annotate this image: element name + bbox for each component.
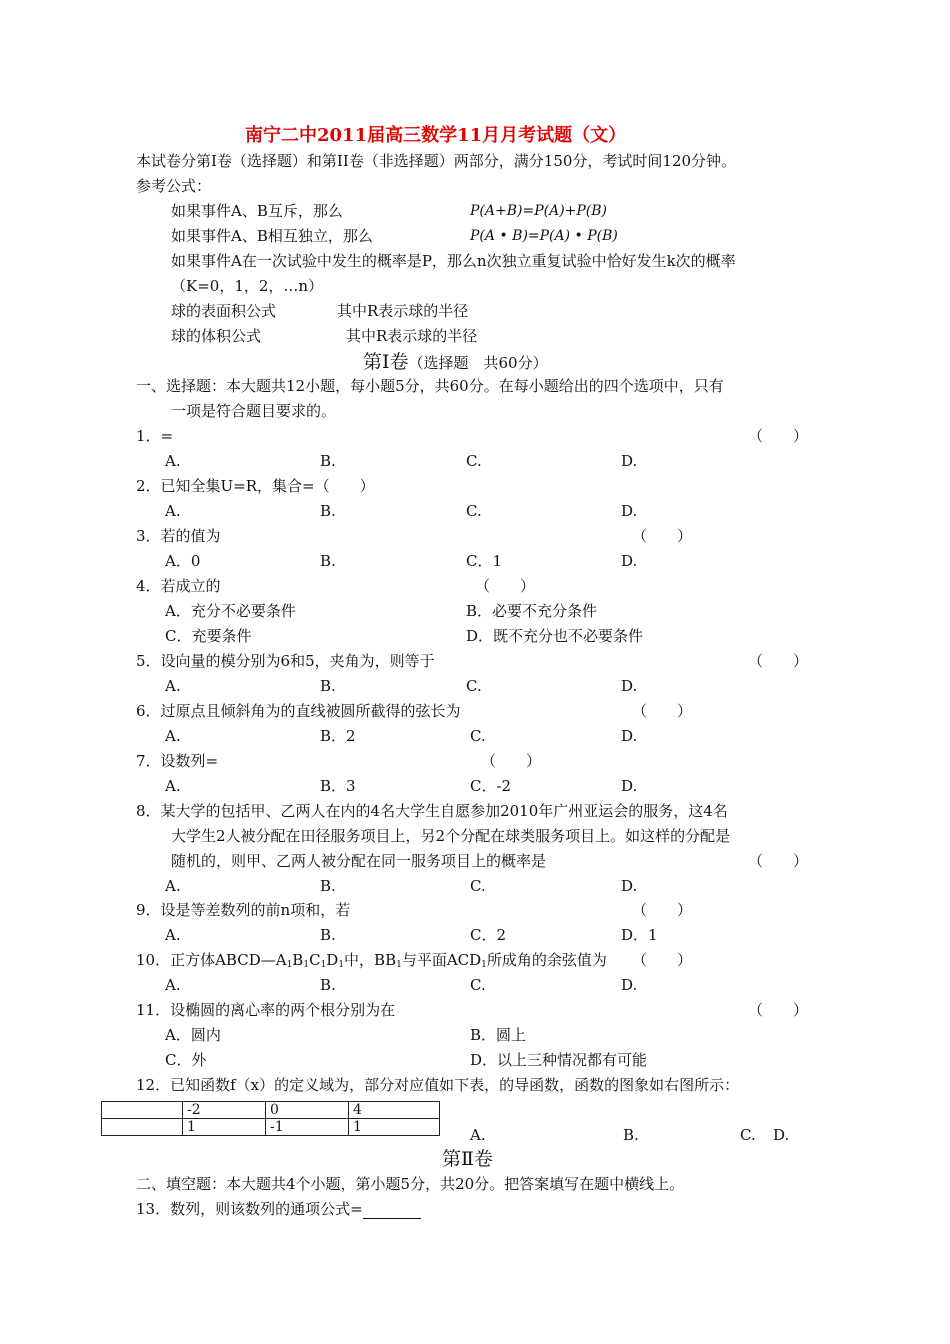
q8-stem-line1: 8．某大学的包括甲、乙两人在内的4名大学生自愿参加2010年广州亚运会的服务，这4名 [136,802,728,820]
q11-answer-paren: （ ） [748,1001,809,1019]
q12-value-table [101,1101,440,1136]
q1-option-d: D. [621,452,638,470]
q8-stem-line2: 大学生2人被分配在田径服务项目上，另2个分配在球类服务项目上。如这样的分配是 [171,827,731,845]
formula-binomial: 如果事件A在一次试验中发生的概率是P，那么n次独立重复试验中恰好发生k次的概率 [171,252,736,270]
q10-option-a: A. [165,976,181,994]
q7-option-c: C．-2 [470,777,512,795]
q7-stem: 7．设数列= [136,752,219,770]
formula-mutually-exclusive-expr: P(A+B)=P(A)+P(B) [470,203,608,219]
q5-stem: 5．设向量的模分别为6和5，夹角为，则等于 [136,652,435,670]
q4-option-a: A．充分不必要条件 [165,602,296,620]
q4-option-c: C．充要条件 [165,627,252,645]
formula-sphere-surface-note: 其中R表示球的半径 [337,302,469,320]
q10-option-c: C. [470,976,486,994]
q3-option-b: B. [320,552,336,570]
q10-answer-paren: （ ） [632,951,693,969]
q3-option-a: A．0 [165,552,201,570]
q11-option-d: D．以上三种情况都有可能 [470,1051,648,1069]
q8-option-b: B. [320,877,336,895]
q12-option-b: B. [623,1126,639,1144]
q10-stem: 10．正方体$ABCD—A_1B_1C_1D_1$中，$BB_1$与平面$ACD_1$所成角的余弦值为 [136,951,607,970]
q8-option-c: C. [470,877,486,895]
table-cell: -2 [183,1102,266,1119]
page-title: 南宁二中2011届高三数学11月月考试题（文） [245,125,627,146]
q8-option-a: A. [165,877,181,895]
q4-option-b: B．必要不充分条件 [466,602,598,620]
part1-heading: 第Ⅰ卷（选择题 共60分） [363,351,548,373]
q9-option-a: A. [165,926,181,944]
q6-answer-paren: （ ） [632,702,693,720]
formula-independent: 如果事件A、B相互独立，那么 [171,227,373,245]
formulas-heading: 参考公式： [136,177,212,195]
q13-answer-blank[interactable] [363,1204,421,1219]
q7-answer-paren: （ ） [481,752,542,770]
q8-answer-paren: （ ） [748,852,809,870]
formula-independent-expr: P(A • B)=P(A) • P(B) [470,228,618,244]
part2-instructions: 二、填空题：本大题共4个小题，第小题5分，共20分。把答案填写在题中横线上。 [136,1175,685,1193]
part1-instructions-line2: 一项是符合题目要求的。 [171,402,337,420]
q12-option-c: C. [740,1126,756,1144]
q3-answer-paren: （ ） [632,527,693,545]
q1-answer-paren: （ ） [748,427,809,445]
q9-option-d: D．1 [621,926,658,944]
q5-answer-paren: （ ） [748,652,809,670]
table-cell [102,1119,183,1136]
q12-option-d: D. [773,1126,790,1144]
q1-option-a: A. [165,452,181,470]
q3-stem: 3．若的值为 [136,527,221,545]
q3-option-d: D. [621,552,638,570]
q5-option-d: D. [621,677,638,695]
q4-stem: 4．若成立的 [136,577,221,595]
q8-option-d: D. [621,877,638,895]
q2-option-d: D. [621,502,638,520]
formula-binomial-k: （K=0，1，2，…n） [171,277,324,295]
q6-option-a: A. [165,727,181,745]
table-cell [102,1102,183,1119]
formula-sphere-volume: 球的体积公式 [171,327,262,345]
q9-answer-paren: （ ） [632,901,693,919]
q7-option-a: A. [165,777,181,795]
q2-stem: 2．已知全集U=R，集合=（ ） [136,477,375,495]
q10-option-d: D. [621,976,638,994]
q2-option-c: C. [466,502,482,520]
table-row [102,1102,440,1119]
q6-stem: 6．过原点且倾斜角为的直线被圆所截得的弦长为 [136,702,461,720]
table-row [102,1119,440,1136]
q8-stem-line3: 随机的，则甲、乙两人被分配在同一服务项目上的概率是 [171,852,547,870]
table-cell: 0 [266,1102,349,1119]
q2-option-b: B. [320,502,336,520]
q11-stem: 11．设椭圆的离心率的两个根分别为在 [136,1001,396,1019]
q11-option-a: A．圆内 [165,1026,221,1044]
q7-option-b: B．3 [320,777,356,795]
table-cell: -1 [266,1119,349,1136]
q6-option-c: C. [470,727,486,745]
formula-mutually-exclusive: 如果事件A、B互斥，那么 [171,202,343,220]
q1-stem: 1．= [136,427,174,445]
q6-option-b: B．2 [320,727,356,745]
q2-option-a: A. [165,502,181,520]
q5-option-a: A. [165,677,181,695]
formula-sphere-volume-note: 其中R表示球的半径 [346,327,478,345]
q11-option-c: C．外 [165,1051,207,1069]
formula-sphere-surface: 球的表面积公式 [171,302,277,320]
q5-option-c: C. [466,677,482,695]
q4-answer-paren: （ ） [475,577,536,595]
q9-option-c: C．2 [470,926,507,944]
q9-stem: 9．设是等差数列的前n项和，若 [136,901,351,919]
part1-instructions-line1: 一、选择题：本大题共12小题，每小题5分，共60分。在每小题给出的四个选项中，只有 [136,377,724,395]
q10-option-b: B. [320,976,336,994]
q12-option-a: A. [470,1126,486,1144]
part2-heading: 第Ⅱ卷 [442,1148,493,1170]
q3-option-c: C．1 [466,552,503,570]
q1-option-b: B. [320,452,336,470]
q12-stem: 12．已知函数f（x）的定义域为，部分对应值如下表，的导函数，函数的图象如右图所示： [136,1076,740,1094]
q7-option-d: D. [621,777,638,795]
intro-text: 本试卷分第I卷（选择题）和第II卷（非选择题）两部分，满分150分，考试时间120分钟。 [136,152,737,170]
table-cell: 1 [183,1119,266,1136]
table-cell: 1 [349,1119,440,1136]
table-cell: 4 [349,1102,440,1119]
q6-option-d: D. [621,727,638,745]
q5-option-b: B. [320,677,336,695]
q1-option-c: C. [466,452,482,470]
q9-option-b: B. [320,926,336,944]
q11-option-b: B．圆上 [470,1026,527,1044]
q13-stem: 13．数列，则该数列的通项公式= [136,1199,421,1219]
q4-option-d: D．既不充分也不必要条件 [466,627,644,645]
